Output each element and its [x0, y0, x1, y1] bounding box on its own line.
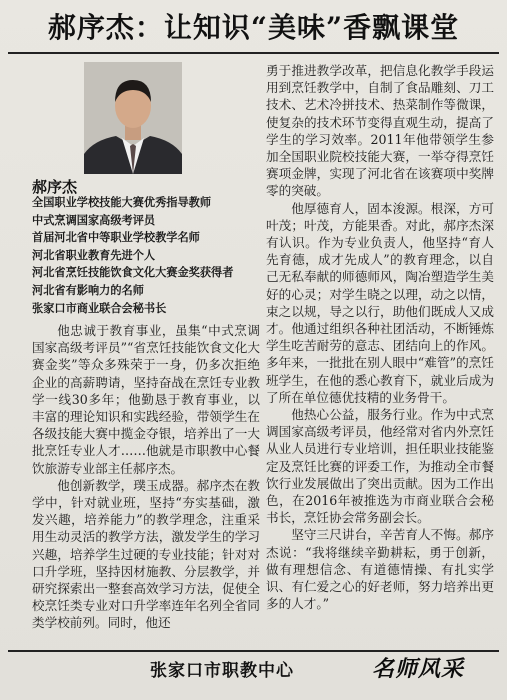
article-paragraph: 勇于推进教学改革，把信息化教学手段运用到烹饪教学中，自制了食品雕刻、刀工技术、艺术冷拼技术、热菜制作等微课，使复杂的技术环节变得直观生动，提高了学生的学习效率。2011年他带领学生参加全国职业院校技能大赛，一举夺得烹饪赛项金牌，实现了河北省在该赛项中奖牌零的突破。: [266, 63, 494, 199]
teacher-name: 郝序杰: [32, 178, 78, 196]
article-column-left: [32, 322, 260, 642]
article-paragraph: 坚守三尺讲台，辛苦育人不悔。郝序杰说：“我将继续辛勤耕耘，勇于创新，做有理想信念、有道德情操、有扎实学识、有仁爱之心的好老师，努力培养出更多的人才。”: [266, 527, 494, 612]
honor-item: 河北省职业教育先进个人: [32, 248, 156, 262]
honor-item: 张家口市商业联合会秘书长: [32, 301, 167, 315]
footer-column-title: 名师风采: [372, 657, 465, 682]
honor-item: 河北省有影响力的名师: [32, 283, 144, 297]
footer-school-name: 张家口市职教中心: [150, 661, 294, 681]
article-paragraph: 他忠诚于教育事业，虽集“中式烹调国家高级考评员”“省烹饪技能饮食文化大赛金奖”等众多殊荣于一身，仍多次拒绝企业的高薪聘请，坚持奋战在烹饪专业教学一线30多年；他勤恳于教育事业，以丰富的理论知识和实践经验，带领学生在各级技能大赛中揽金夺银，培养出了一大批烹饪专业人才……他就是市职教中心餐饮旅游专业部主任郝序杰。: [32, 323, 260, 476]
honors-list: [32, 194, 262, 317]
portrait-photo: [84, 62, 182, 174]
honor-item: 全国职业学校技能大赛优秀指导教师: [32, 196, 212, 209]
top-rule: [8, 52, 499, 54]
headline: 郝序杰：让知识“美味”香飘课堂: [47, 11, 460, 44]
article-column-right: [266, 62, 494, 648]
article-paragraph: 他热心公益，服务行业。作为中式烹调国家高级考评员，他经常对省内外烹饪从业人员进行专业培训，担任职业技能鉴定及烹饪比赛的评委工作，为推动全市餐饮行业发展做出了突出贡献。因为工作出色，在2016年被推选为市商业联合会秘书长，烹饪协会常务副会长。: [266, 407, 494, 526]
article-paragraph: 他创新教学，璞玉成器。郝序杰在教学中，针对就业班，坚持“夯实基础，激发兴趣，培养能力”的教学理念，注重采用生动灵活的教学方法，激发学生的学习兴趣，培养学生过硬的专业技能；针对对口升学班，坚持因材施教、分层教学，并研究探索出一整套高效学习方法，促使全校烹饪类专业对口升学率连年名列全省同类学校前列。同时，他还: [32, 477, 260, 631]
portrait-image: [84, 62, 182, 174]
honor-item: 河北省烹饪技能饮食文化大赛金奖获得者: [32, 266, 234, 280]
honor-item: 首届河北省中等职业学校教学名师: [32, 231, 200, 245]
article-paragraph: 他厚德育人，固本浚源。根深，方可叶茂；叶茂，方能果香。对此，郝序杰深有认识。作为专业负责人，他坚持“育人先育德，成才先成人”的教育理念，以自己无私奉献的师德师风，陶冶塑造学生美好的心灵；对学生晓之以理，动之以情，束之以规，导之以行，助他们既成人又成才。他通过组织各种社团活动，不断锤炼学生吃苦耐劳的意志、团结向上的作风。多年来，一批批在别人眼中“难管”的烹饪班学生，在他的悉心教育下，就业后成为了所在单位德优技精的业务骨干。: [266, 200, 494, 405]
honor-item: 中式烹调国家高级考评员: [32, 213, 156, 227]
